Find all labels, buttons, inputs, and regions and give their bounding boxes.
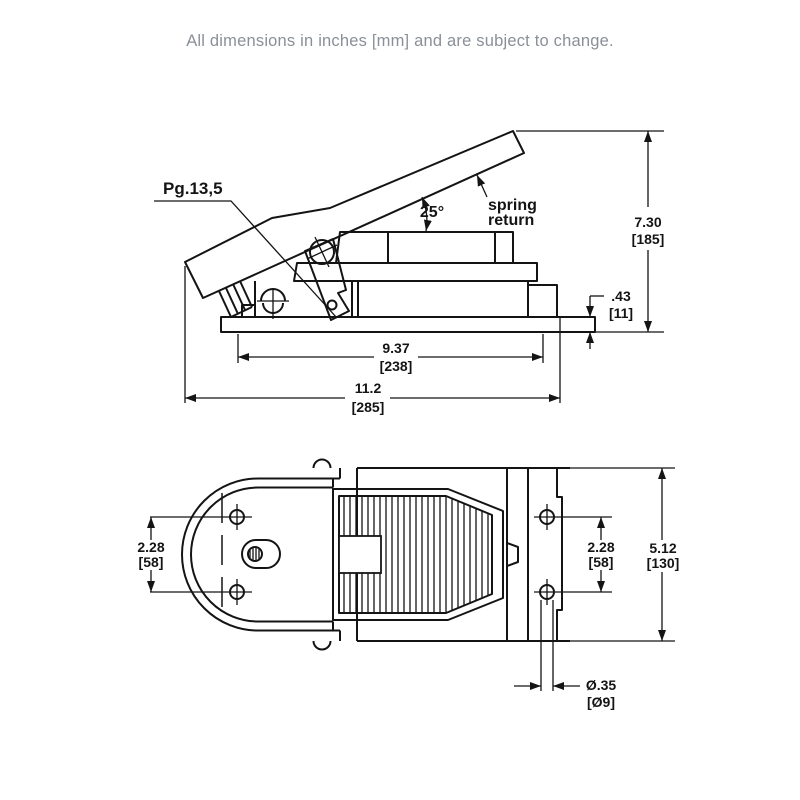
pedal-rib-cutout xyxy=(339,536,381,573)
gland-label: Pg.13,5 xyxy=(163,179,223,198)
svg-text:11.2: 11.2 xyxy=(354,380,382,396)
svg-text:2.28: 2.28 xyxy=(137,539,165,555)
switch-housing xyxy=(336,232,513,263)
dim-inner-length xyxy=(238,334,543,374)
oval-slot xyxy=(242,540,280,568)
gland-leader-line xyxy=(154,201,337,318)
hinge-pin-top xyxy=(314,460,331,469)
svg-text:7.30: 7.30 xyxy=(634,214,662,230)
dim-overall-width xyxy=(647,468,680,641)
hinge-pin-bottom xyxy=(314,641,331,650)
svg-text:[130]: [130] xyxy=(646,555,680,571)
dim-overall-length xyxy=(185,266,560,415)
connector-bump xyxy=(507,543,518,566)
dim-hole-spacing-left xyxy=(137,517,164,592)
base-plate-side xyxy=(221,317,595,332)
svg-text:[58]: [58] xyxy=(138,554,164,570)
dim-flange xyxy=(590,288,633,349)
svg-text:[238]: [238] xyxy=(379,358,413,374)
side-view xyxy=(154,131,664,415)
spring-return-label-2: return xyxy=(488,212,535,229)
angle-label: 25° xyxy=(419,204,445,221)
spring-return-arrow xyxy=(477,175,487,197)
svg-text:.43: .43 xyxy=(611,288,631,304)
svg-text:Ø.35: Ø.35 xyxy=(585,677,617,693)
screw-symbol xyxy=(257,288,289,319)
svg-text:9.37: 9.37 xyxy=(382,340,410,356)
dim-hole-diameter xyxy=(514,600,616,710)
top-view xyxy=(137,460,679,711)
rear-bracket xyxy=(528,468,562,641)
dim-hole-spacing-right xyxy=(587,517,614,592)
svg-text:[185]: [185] xyxy=(631,231,665,247)
svg-text:[Ø9]: [Ø9] xyxy=(587,694,615,710)
step-block xyxy=(528,285,557,317)
cable-gland xyxy=(219,281,252,317)
switch-housing-dividers xyxy=(388,232,495,263)
svg-text:[285]: [285] xyxy=(351,399,385,415)
svg-text:2.28: 2.28 xyxy=(587,539,615,555)
dimensions-note: All dimensions in inches [mm] and are subject to change. xyxy=(186,32,614,50)
svg-text:[58]: [58] xyxy=(588,554,614,570)
svg-text:5.12: 5.12 xyxy=(649,540,677,556)
pedal-plate-side xyxy=(185,131,524,298)
spring-return-label-1: spring xyxy=(488,197,537,214)
svg-text:[11]: [11] xyxy=(608,305,634,321)
deck-plate xyxy=(294,263,537,281)
